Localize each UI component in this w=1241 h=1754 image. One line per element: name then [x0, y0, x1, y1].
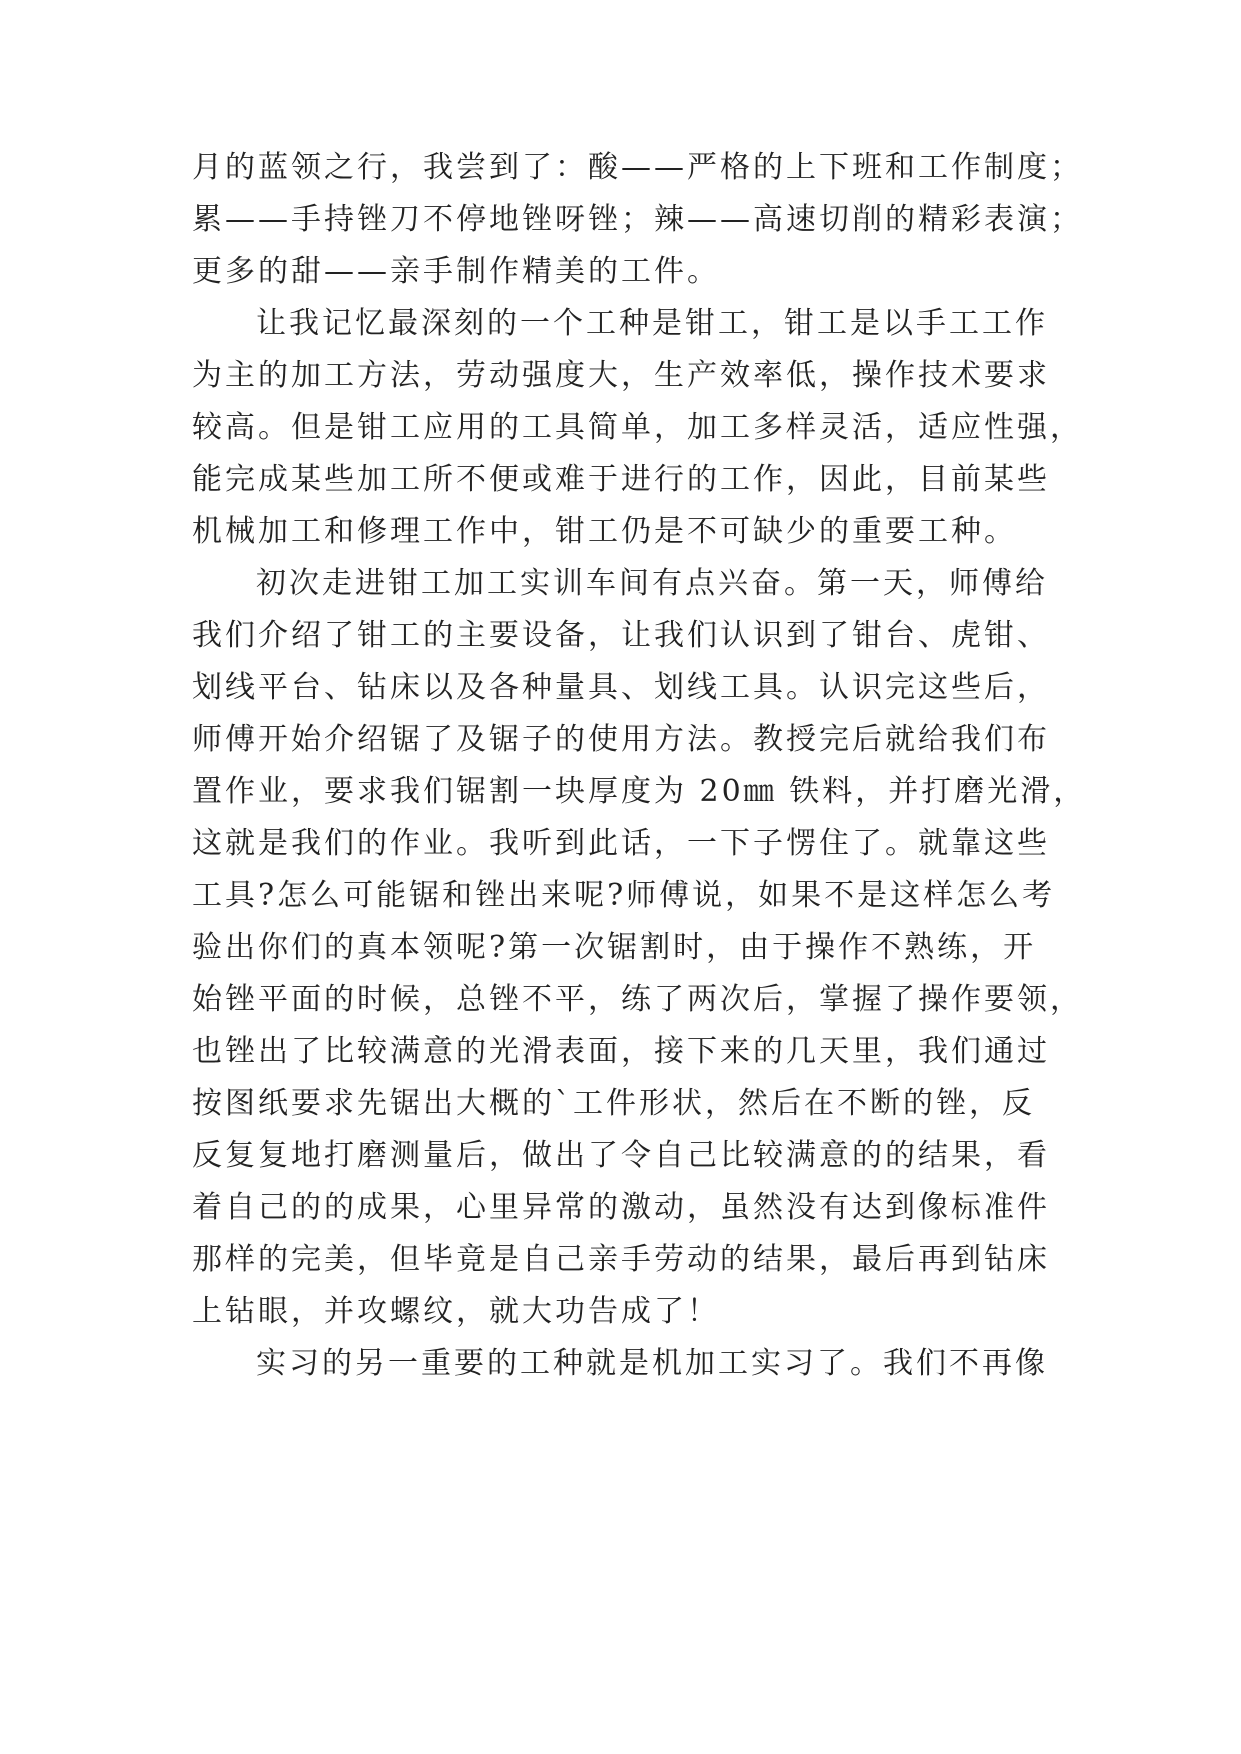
text-line: 反复复地打磨测量后，做出了令自己比较满意的的结果，看 [192, 1138, 1050, 1173]
text-line: 划线平台、钻床以及各种量具、划线工具。认识完这些后， [192, 670, 1050, 705]
text-line: 着自己的的成果，心里异常的激动，虽然没有达到像标准件 [192, 1190, 1050, 1225]
paragraph-first-line: 实习的另一重要的工种就是机加工实习了。我们不再像 [256, 1346, 1048, 1381]
text-line: 更多的甜——亲手制作精美的工件。 [192, 254, 720, 289]
paragraph-first-line: 初次走进钳工加工实训车间有点兴奋。第一天，师傅给 [256, 566, 1048, 601]
text-line: 按图纸要求先锯出大概的`工件形状，然后在不断的锉，反 [192, 1086, 1035, 1121]
text-line: 较高。但是钳工应用的工具简单，加工多样灵活，适应性强， [192, 410, 1083, 445]
text-line: 我们介绍了钳工的主要设备，让我们认识到了钳台、虎钳、 [192, 618, 1050, 653]
text-line: 上钻眼，并攻螺纹，就大功告成了！ [192, 1294, 720, 1329]
text-line: 工具?怎么可能锯和锉出来呢?师傅说，如果不是这样怎么考 [192, 878, 1056, 913]
text-line: 师傅开始介绍锯了及锯子的使用方法。教授完后就给我们布 [192, 722, 1050, 757]
text-line: 累——手持锉刀不停地锉呀锉；辣——高速切削的精彩表演； [192, 202, 1083, 237]
text-line: 这就是我们的作业。我听到此话，一下子愣住了。就靠这些 [192, 826, 1050, 861]
text-line: 能完成某些加工所不便或难于进行的工作，因此，目前某些 [192, 462, 1050, 497]
text-line: 始锉平面的时候，总锉不平，练了两次后，掌握了操作要领， [192, 982, 1083, 1017]
text-line: 机械加工和修理工作中，钳工仍是不可缺少的重要工种。 [192, 514, 1017, 549]
text-line: 验出你们的真本领呢?第一次锯割时，由于操作不熟练，开 [192, 930, 1037, 965]
text-line: 月的蓝领之行，我尝到了：酸——严格的上下班和工作制度； [192, 150, 1083, 185]
paragraph-first-line: 让我记忆最深刻的一个工种是钳工，钳工是以手工工作 [256, 306, 1048, 341]
text-line: 为主的加工方法，劳动强度大，生产效率低，操作技术要求 [192, 358, 1050, 393]
text-line: 也锉出了比较满意的光滑表面，接下来的几天里，我们通过 [192, 1034, 1050, 1069]
text-line: 置作业，要求我们锯割一块厚度为 20㎜ 铁料，并打磨光滑， [192, 774, 1087, 809]
text-line: 那样的完美，但毕竟是自己亲手劳动的结果，最后再到钻床 [192, 1242, 1050, 1277]
